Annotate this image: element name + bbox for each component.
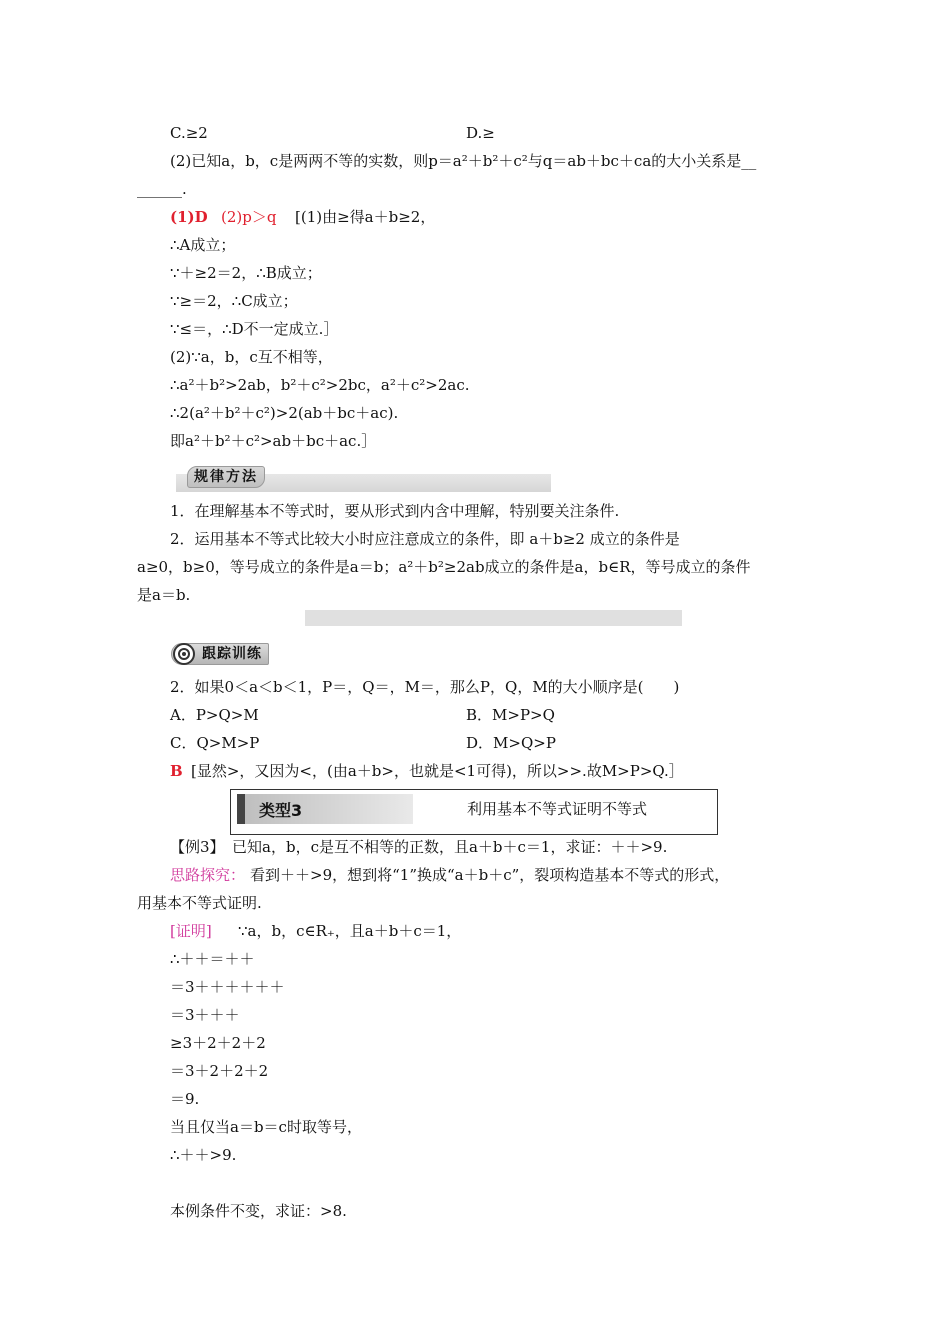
method-heading: 规律方法	[187, 466, 265, 488]
question-2-blank: ______.	[137, 180, 187, 198]
hint-text: 看到＋＋>9，想到将“1”换成“a＋b＋c”，裂项构造基本不等式的形式，	[250, 866, 730, 884]
type-tag: 类型3	[259, 801, 303, 820]
proof-line-5: ≥3＋2＋2＋2	[170, 1034, 266, 1052]
type-header-box	[230, 789, 718, 835]
solution-line-1: [(1)由≥得a＋b≥2，	[295, 208, 436, 226]
proof-line-7: ＝9.	[170, 1090, 200, 1108]
option-c: C.≥2	[170, 124, 208, 142]
proof-line-2: ∴＋＋＝＋＋	[170, 950, 255, 968]
track-option-d: D．M>Q>P	[466, 734, 556, 752]
solution-line-4: ∵≥＝2，∴C成立；	[170, 292, 298, 310]
track-option-b: B．M>P>Q	[466, 706, 555, 724]
target-icon	[173, 643, 195, 665]
proof-line-9: ∴＋＋>9.	[170, 1146, 237, 1164]
example-3: 【例3】 已知a，b，c是互不相等的正数，且a＋b＋c＝1，求证：＋＋>9.	[170, 838, 668, 856]
proof-line-1: ∵a，b，c∈R₊，且a＋b＋c＝1，	[238, 922, 462, 940]
option-d: D.≥	[466, 124, 495, 142]
question-2-line: (2)已知a，b，c是两两不等的实数，则p＝a²＋b²＋c²与q＝ab＋bc＋ca的大小关系是__	[170, 152, 757, 170]
proof-line-3: ＝3＋＋＋＋＋＋	[170, 978, 285, 996]
solution-line-8: ∴2(a²＋b²＋c²)>2(ab＋bc＋ac).	[170, 404, 399, 422]
proof-label: [证明]	[170, 922, 212, 940]
type-title: 利用基本不等式证明不等式	[467, 800, 648, 818]
solution-line-6: (2)∵a，b，c互不相等，	[170, 348, 333, 366]
solution-line-2: ∴A成立；	[170, 236, 236, 254]
method-line-3: a≥0，b≥0，等号成立的条件是a＝b；a²＋b²≥2ab成立的条件是a，b∈R，等号成立的条件	[137, 558, 751, 576]
track-answer: B	[170, 762, 183, 780]
solution-line-3: ∵＋≥2＝2，∴B成立；	[170, 264, 322, 282]
solution-line-7: ∴a²＋b²>2ab，b²＋c²>2bc，a²＋c²>2ac.	[170, 376, 470, 394]
track-option-a: A．P>Q>M	[170, 706, 259, 724]
track-question: 2．如果0＜a＜b＜1，P＝，Q＝，M＝，那么P，Q，M的大小顺序是( )	[170, 678, 680, 696]
hint-text-2: 用基本不等式证明.	[137, 894, 262, 912]
section-divider	[305, 610, 682, 626]
proof-line-4: ＝3＋＋＋	[170, 1006, 240, 1024]
follow-up: 本例条件不变，求证：>8.	[170, 1202, 347, 1220]
proof-line-8: 当且仅当a＝b＝c时取等号，	[170, 1118, 362, 1136]
solution-line-9: 即a²＋b²＋c²>ab＋bc＋ac.］	[170, 432, 377, 450]
type-tag-bar	[237, 794, 245, 824]
type-tag-block	[237, 794, 413, 824]
method-line-2: 2．运用基本不等式比较大小时应注意成立的条件，即 a＋b≥2 成立的条件是	[170, 530, 680, 548]
answer-2: (2)p＞q	[221, 208, 277, 226]
solution-line-5: ∵≤＝，∴D不一定成立.］	[170, 320, 339, 338]
answer-1: (1)D	[170, 208, 208, 226]
hint-label: 思路探究：	[170, 866, 246, 884]
proof-line-6: ＝3＋2＋2＋2	[170, 1062, 269, 1080]
track-heading: 跟踪训练	[171, 643, 269, 665]
track-option-c: C．Q>M>P	[170, 734, 260, 752]
track-solution: [显然>，又因为<，(由a＋b>，也就是<1可得)，所以>>.故M>P>Q.］	[191, 762, 684, 780]
method-line-4: 是a＝b.	[137, 586, 191, 604]
method-line-1: 1．在理解基本不等式时，要从形式到内含中理解，特别要关注条件.	[170, 502, 620, 520]
